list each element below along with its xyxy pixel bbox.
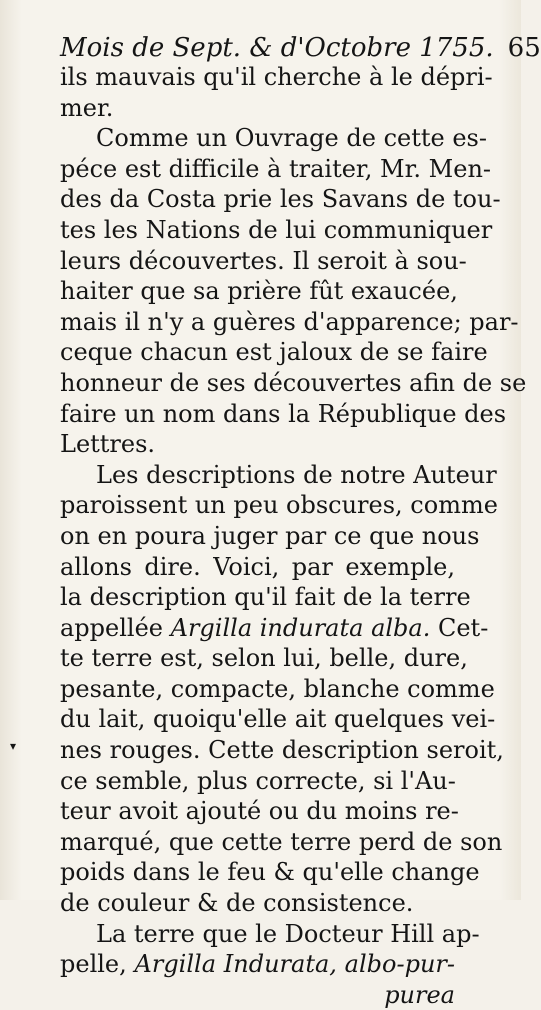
line-text: ce semble, plus correcte, si l'Au- [60,766,456,795]
text-line [60,460,497,491]
line-text: haiter que sa prière fût exaucée, [60,277,458,306]
text-line [60,857,480,888]
line-text: honneur de ses découvertes afin de se [60,368,527,397]
text-line [60,582,471,613]
line-text: teur avoit ajouté ou du moins re- [60,797,459,826]
text-line [60,276,458,307]
text-line [60,888,455,919]
line-text: la description qu'il fait de la terre [60,583,471,612]
line-text: on en poura juger par ce que nous [60,521,480,550]
line-text: ils mauvais qu'il cherche à le dépri- [60,63,493,91]
text-line [60,552,455,583]
text-line [60,643,468,674]
line-text: des da Costa prie les Savans de tou- [60,185,501,214]
text-line [60,429,455,460]
text-line [60,827,503,858]
italic-term: purea [384,980,455,1009]
body-text [60,62,527,1010]
line-text: La terre que le Docteur Hill ap- [96,919,480,948]
line-text: de couleur & de consistence. [60,889,414,918]
line-text: paroissent un peu obscures, comme [60,491,498,520]
text-line [60,674,495,705]
text-line [60,521,480,552]
line-text: faire un nom dans la République des [60,399,507,428]
text-line [60,337,488,368]
line-text: te terre est, selon lui, belle, dure, [60,644,468,673]
line-text: poids dans le feu & qu'elle change [60,858,480,887]
text-line [60,766,455,797]
text-line [60,399,507,430]
text-line [60,980,455,1010]
italic-term: Argilla indurata alba. [170,613,431,642]
text-line [60,735,504,766]
text-line [60,215,493,246]
text-line [60,796,459,827]
page-number: 65 [507,33,541,63]
running-title: Mois de Sept. & d'Octobre 1755. [60,33,494,63]
line-text: leurs découvertes. Il seroit à sou- [60,246,467,275]
line-text: tes les Nations de lui communiquer [60,215,493,244]
text-line [60,154,492,185]
text-line [60,62,493,93]
margin-mark-icon: ▾ [10,739,17,753]
line-text: Les descriptions de notre Auteur [96,460,497,489]
line-text: marqué, que cette terre perd de son [60,827,503,856]
line-text: mais il n'y a guères d'apparence; par- [60,307,519,336]
text-line [60,368,527,399]
text-line [60,184,501,215]
line-text: appellée [60,613,171,642]
text-line [60,93,455,124]
line-text: pelle, [60,950,135,979]
line-text: nes rouges. Cette description seroit, [60,736,504,765]
line-text: du lait, quoiqu'elle ait quelques vei- [60,705,496,734]
text-line [60,949,455,980]
line-text-after: Cet- [430,613,489,642]
line-text: pesante, compacte, blanche comme [60,674,495,703]
text-line [60,307,519,338]
line-text: Comme un Ouvrage de cette es- [96,124,487,153]
italic-term: Argilla Indurata, albo-pur- [134,950,455,979]
line-text: Lettres. [60,430,156,459]
text-line [60,246,467,277]
line-text: allons dire. Voici, par exemple, [60,552,455,581]
text-line [60,613,489,644]
line-text: péce est difficile à traiter, Mr. Men- [60,154,492,183]
text-line [60,919,480,950]
text-line [60,704,496,735]
line-text: mer. [60,93,114,122]
line-text: ceque chacun est jaloux de se faire [60,338,488,367]
text-line [60,123,487,154]
text-line [60,490,498,521]
